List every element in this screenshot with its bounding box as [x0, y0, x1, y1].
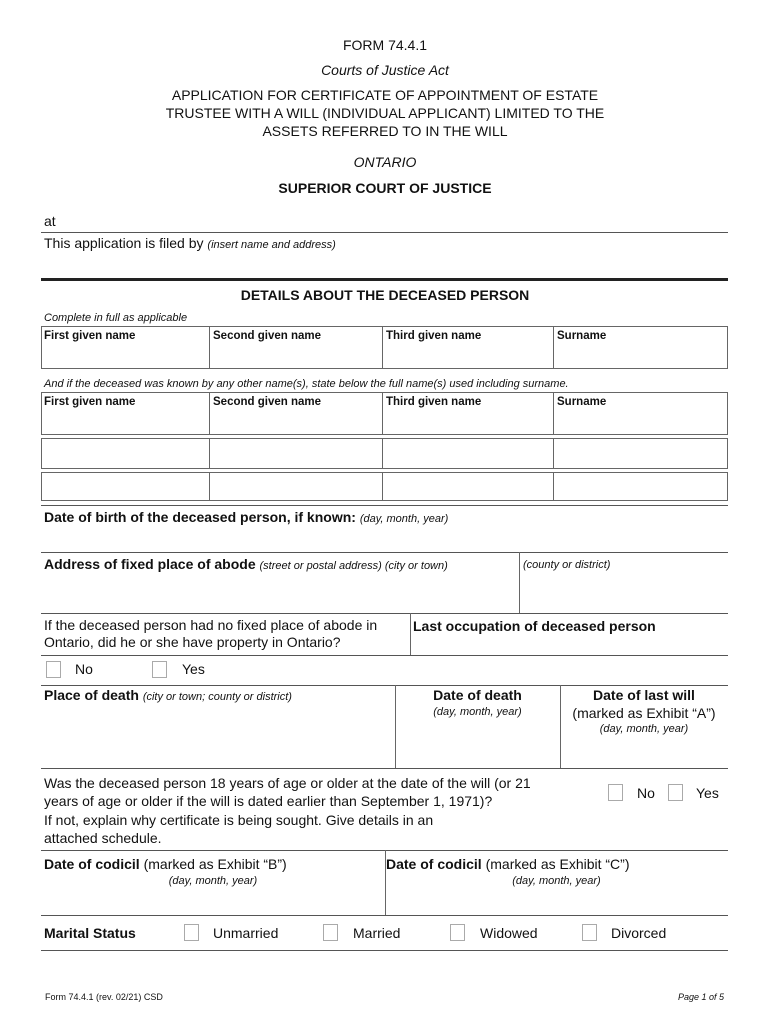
- at-field-line[interactable]: [41, 232, 728, 233]
- age-question-line-3: If not, explain why certificate is being sought. Give details in an: [44, 812, 434, 828]
- codicil-b-label: Date of codicil: [44, 856, 140, 872]
- section-heading: DETAILS ABOUT THE DECEASED PERSON: [240, 287, 530, 303]
- age-yes-label: Yes: [696, 785, 719, 801]
- age-question-line-1: Was the deceased person 18 years of age or older at the date of the will (or 21: [44, 775, 531, 791]
- property-yes-label: Yes: [182, 661, 205, 677]
- form-revision: Form 74.4.1 (rev. 02/21) CSD: [45, 992, 163, 1002]
- date-of-death-field[interactable]: Date of death: [433, 687, 522, 703]
- codicil-b-hint: (day, month, year): [168, 875, 258, 887]
- property-no-label: No: [75, 661, 93, 677]
- first-given-name-field[interactable]: First given name: [44, 330, 136, 342]
- third-given-name-field[interactable]: Third given name: [386, 330, 482, 342]
- dob-hint: (day, month, year): [359, 513, 449, 525]
- occupation-field[interactable]: Last occupation of deceased person: [413, 618, 656, 634]
- widowed-label: Widowed: [480, 925, 538, 941]
- age-question-line-4: attached schedule.: [44, 830, 162, 846]
- address-hint: (street or postal address) (city or town): [259, 560, 448, 572]
- unmarried-checkbox[interactable]: [184, 924, 199, 941]
- other-first-given-name-field[interactable]: First given name: [44, 396, 136, 408]
- codicil-b-exhibit: (marked as Exhibit “B”): [143, 856, 287, 872]
- court-name: SUPERIOR COURT OF JUSTICE: [278, 180, 492, 196]
- divorced-checkbox[interactable]: [582, 924, 597, 941]
- codicil-b-field[interactable]: [44, 856, 287, 872]
- other-third-given-name-field[interactable]: Third given name: [386, 396, 482, 408]
- dob-label: Date of birth of the deceased person, if known:: [44, 509, 356, 525]
- county-field[interactable]: (county or district): [523, 559, 611, 571]
- age-question-line-2: years of age or older if the will is dated earlier than September 1, 1971)?: [44, 793, 493, 809]
- other-surname-field[interactable]: Surname: [557, 396, 607, 408]
- property-no-checkbox[interactable]: [46, 661, 61, 678]
- other-names-table: [41, 392, 728, 435]
- codicil-c-field[interactable]: [386, 856, 630, 872]
- property-yes-checkbox[interactable]: [152, 661, 167, 678]
- form-title-line-1: APPLICATION FOR CERTIFICATE OF APPOINTMENT OF ESTATE: [171, 87, 599, 103]
- surname-field[interactable]: Surname: [557, 330, 607, 342]
- other-names-row-3[interactable]: [41, 472, 728, 501]
- second-given-name-field[interactable]: Second given name: [213, 330, 322, 342]
- codicil-c-exhibit: (marked as Exhibit “C”): [485, 856, 630, 872]
- no-abode-question-line-1: If the deceased person had no fixed place of abode in: [44, 617, 378, 633]
- no-abode-question-line-2: Ontario, did he or she have property in Ontario?: [44, 634, 341, 650]
- province: ONTARIO: [353, 154, 417, 170]
- codicil-c-hint: (day, month, year): [512, 875, 601, 887]
- divorced-label: Divorced: [611, 925, 667, 941]
- last-will-hint: (day, month, year): [599, 723, 689, 735]
- other-names-note: And if the deceased was known by any other name(s), state below the full name(s) used including surname.: [44, 378, 569, 390]
- at-label: at: [44, 213, 56, 229]
- form-title-line-3: ASSETS REFERRED TO IN THE WILL: [262, 123, 508, 139]
- address-field[interactable]: [44, 556, 448, 572]
- age-no-label: No: [637, 785, 655, 801]
- section-divider: [41, 278, 728, 281]
- place-of-death-field[interactable]: [44, 687, 292, 703]
- address-label: Address of fixed place of abode: [44, 556, 256, 572]
- other-second-given-name-field[interactable]: Second given name: [213, 396, 322, 408]
- complete-note: Complete in full as applicable: [44, 312, 188, 324]
- unmarried-label: Unmarried: [213, 925, 279, 941]
- filed-by-text: This application is filed by: [44, 235, 204, 251]
- last-will-exhibit: (marked as Exhibit “A”): [572, 705, 716, 721]
- name-table: [41, 326, 728, 369]
- married-label: Married: [353, 925, 401, 941]
- other-names-row-2[interactable]: [41, 438, 728, 469]
- page-number: Page 1 of 5: [677, 992, 724, 1002]
- widowed-checkbox[interactable]: [450, 924, 465, 941]
- place-of-death-hint: (city or town; county or district): [142, 691, 292, 703]
- form-title-line-2: TRUSTEE WITH A WILL (INDIVIDUAL APPLICANT) LIMITED TO THE: [165, 105, 605, 121]
- marital-status-label: Marital Status: [44, 925, 136, 941]
- form-number: FORM 74.4.1: [342, 37, 428, 53]
- last-will-date-field[interactable]: Date of last will: [593, 687, 695, 703]
- married-checkbox[interactable]: [323, 924, 338, 941]
- codicil-c-label: Date of codicil: [386, 856, 482, 872]
- date-of-death-hint: (day, month, year): [433, 706, 522, 718]
- act-name: Courts of Justice Act: [321, 62, 449, 78]
- age-yes-checkbox[interactable]: [668, 784, 683, 801]
- filed-by-label: [44, 235, 336, 251]
- place-of-death-label: Place of death: [44, 687, 139, 703]
- filed-by-hint: (insert name and address): [207, 239, 336, 251]
- age-no-checkbox[interactable]: [608, 784, 623, 801]
- dob-field[interactable]: [44, 509, 448, 525]
